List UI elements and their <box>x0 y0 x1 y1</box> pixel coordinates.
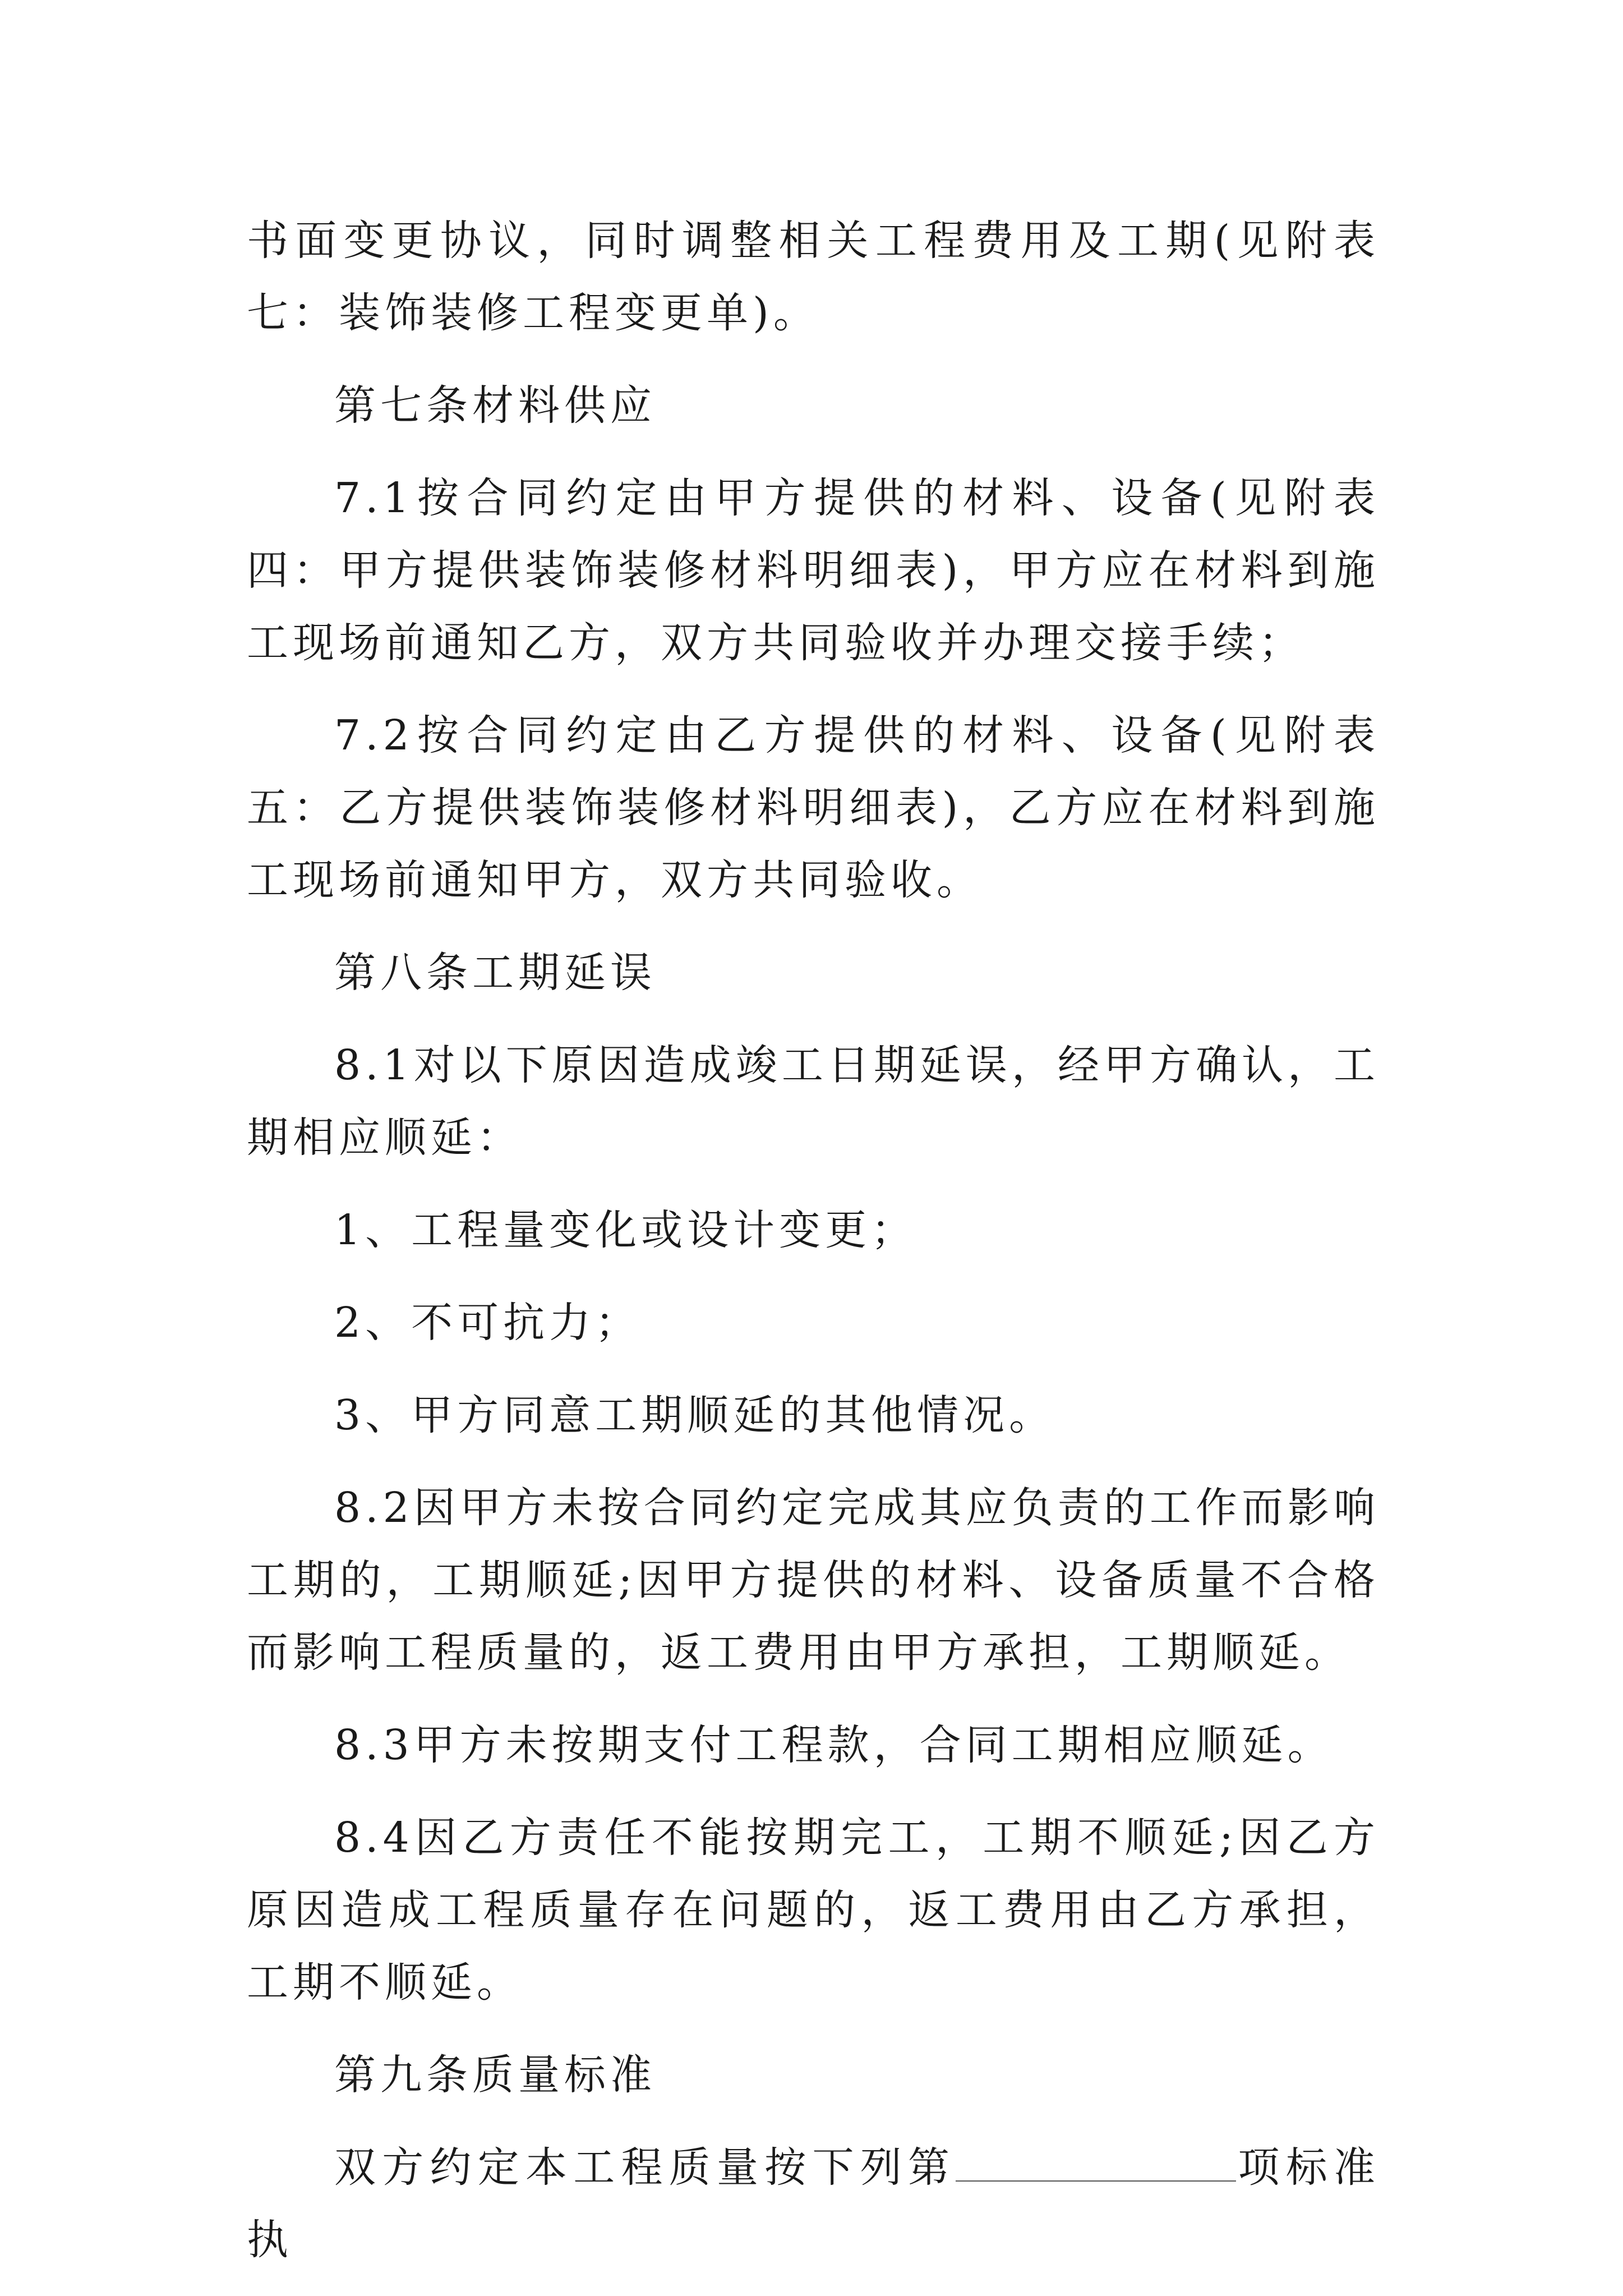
list-item-1: 1、工程量变化或设计变更； <box>334 1206 917 1254</box>
clause-7-1: 7.1按合同约定由甲方提供的材料、设备(见附表四：甲方提供装饰装修材料明细表)，甲方应在材料到施工现场前通知乙方，双方共同验收并办理交接手续； <box>247 474 1380 667</box>
paragraph-change-agreement: 书面变更协议，同时调整相关工程费用及工期(见附表七：装饰装修工程变更单)。 <box>247 217 1380 337</box>
document-body <box>247 205 1380 2276</box>
clause-9-standard <box>247 2132 1380 2276</box>
clause-9-text-before: 双方约定本工程质量按下列第 <box>334 2143 956 2192</box>
clause-9-text-after: 项标准执 <box>247 2143 1380 2264</box>
clause-7-2: 7.2按合同约定由乙方提供的材料、设备(见附表五：乙方提供装饰装修材料明细表)，乙方应在材料到施工现场前通知甲方，双方共同验收。 <box>247 711 1380 904</box>
article-8-title: 第八条工期延误 <box>334 949 656 997</box>
clause-8-1: 8.1对以下原因造成竣工日期延误，经甲方确认，工期相应顺延： <box>247 1041 1380 1162</box>
list-item-2: 2、不可抗力； <box>334 1299 642 1347</box>
article-7-title: 第七条材料供应 <box>334 381 656 430</box>
clause-8-2: 8.2因甲方未按合同约定完成其应负责的工作而影响工期的，工期顺延;因甲方提供的材料、设备质量不合格而影响工程质量的，返工费用由甲方承担，工期顺延。 <box>247 1484 1380 1677</box>
list-item-3: 3、甲方同意工期顺延的其他情况。 <box>334 1391 1055 1439</box>
clause-8-3: 8.3甲方未按期支付工程款，合同工期相应顺延。 <box>334 1721 1334 1769</box>
article-9-title: 第九条质量标准 <box>334 2051 656 2099</box>
clause-8-4: 8.4因乙方责任不能按期完工，工期不顺延;因乙方原因造成工程质量存在问题的，返工费用由乙方承担，工期不顺延。 <box>247 1814 1380 2007</box>
fill-in-blank[interactable] <box>956 2141 1236 2182</box>
